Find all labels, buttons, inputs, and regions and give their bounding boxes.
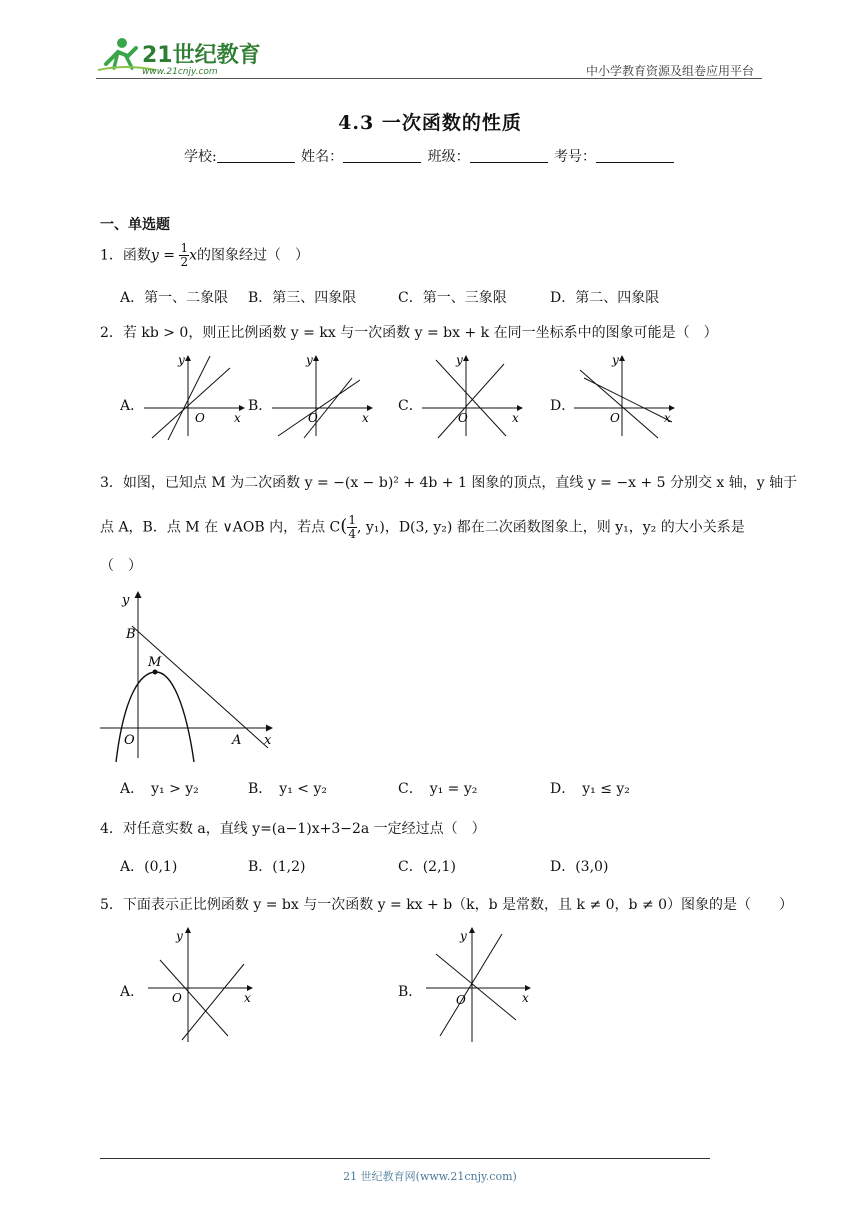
q2a-x-label: x xyxy=(234,411,241,425)
site-logo xyxy=(96,34,266,78)
logo-url: www.21cnjy.com xyxy=(142,67,218,77)
q1-eq: = xyxy=(158,247,180,264)
question-5: 5．下面表示正比例函数 y = bx 与一次函数 y = kx + b（k，b 是常数，且 k ≠ 0，b ≠ 0）图象的是（ ） xyxy=(100,897,794,913)
q3-option-d[interactable]: D． y₁ ≤ y₂ xyxy=(550,781,630,797)
exam-no-label: 考号： xyxy=(554,149,597,165)
question-2: 2．若 kb > 0，则正比例函数 y = kx 与一次函数 y = bx + k 在同一坐标系中的图象可能是（ ） xyxy=(100,325,718,341)
header-divider xyxy=(96,78,762,79)
q4-option-c[interactable]: C．(2,1) xyxy=(398,859,456,875)
logo-text: 21世纪教育 xyxy=(142,43,261,68)
q3-figure xyxy=(98,586,278,762)
q2d-o-label: O xyxy=(610,411,620,425)
class-blank xyxy=(470,148,548,163)
q2c-o-label: O xyxy=(458,411,468,425)
q3-option-b[interactable]: B． y₁ < y₂ xyxy=(248,781,327,797)
q2-graph-c xyxy=(418,350,528,440)
q2-option-c[interactable]: C． xyxy=(398,398,423,414)
q1-option-a[interactable]: A．第一、二象限 xyxy=(120,290,229,306)
q2b-y-label: y xyxy=(306,353,313,367)
q1-option-d[interactable]: D．第二、四象限 xyxy=(550,290,660,306)
q5-graph-b xyxy=(424,924,536,1044)
q5-graph-a xyxy=(146,924,258,1044)
q3-c-denominator: 4 xyxy=(348,527,356,541)
q1-var: x xyxy=(189,247,198,264)
q3-o-label: O xyxy=(124,733,135,748)
q5b-y-label: y xyxy=(460,929,467,943)
q3-option-a[interactable]: A． y₁ > y₂ xyxy=(120,781,199,797)
q2-option-a[interactable]: A． xyxy=(120,398,145,414)
footer-text[interactable]: 21 世纪教育网(www.21cnjy.com) xyxy=(343,1170,517,1183)
q2a-o-label: O xyxy=(195,411,205,425)
q5-option-a[interactable]: A． xyxy=(120,984,145,1000)
q3-x-label: x xyxy=(264,733,272,748)
q1-numerator: 1 xyxy=(180,241,189,255)
q5a-o-label: O xyxy=(172,991,182,1005)
q2-option-d[interactable]: D． xyxy=(550,398,576,414)
question-3-line-1: 3．如图，已知点 M 为二次函数 y = −(x − b)² + 4b + 1 图象的顶点，直线 y = −x + 5 分别交 x 轴，y 轴于 xyxy=(100,475,798,491)
page-title: 4.3 一次函数的性质 xyxy=(338,112,522,134)
q2-option-b[interactable]: B． xyxy=(248,398,273,414)
question-3-line-2: 点 A，B．点 M 在 ∨AOB 内，若点 C( $\frac{1}{4}$ , y₁)，D(3, y₂) 都在二次函数图象上，则 y₁，y₂ 的大小关系是 xyxy=(100,513,745,541)
footer-divider xyxy=(100,1158,710,1159)
q5a-x-label: x xyxy=(244,991,251,1005)
q1-option-c[interactable]: C．第一、三象限 xyxy=(398,290,507,306)
q4-option-b[interactable]: B．(1,2) xyxy=(248,859,306,875)
q1-denominator: 2 xyxy=(180,255,189,269)
section-heading: 一、单选题 xyxy=(100,217,170,233)
q1-prefix: 1．函数 xyxy=(100,247,151,264)
exam-no-blank xyxy=(596,148,674,163)
q5-option-b[interactable]: B． xyxy=(398,984,423,1000)
header-platform-text: 中小学教育资源及组卷应用平台 xyxy=(585,64,754,78)
question-3-line-3: （ ） xyxy=(100,558,142,574)
q5b-o-label: O xyxy=(456,993,466,1007)
q2c-y-label: y xyxy=(456,353,463,367)
q2a-y-label: y xyxy=(178,353,185,367)
q2d-y-label: y xyxy=(612,353,619,367)
q3-a-label: A xyxy=(232,733,242,748)
q3-m-label: M xyxy=(148,655,162,670)
q5b-x-label: x xyxy=(522,991,529,1005)
q2-graph-b xyxy=(268,350,378,440)
school-blank xyxy=(217,148,295,163)
q2b-o-label: O xyxy=(308,411,318,425)
q2b-x-label: x xyxy=(362,411,369,425)
q3-option-c[interactable]: C． y₁ = y₂ xyxy=(398,781,478,797)
q3-line2-a: 点 A，B．点 M 在 ∨AOB 内，若点 C xyxy=(100,519,341,536)
q3-c-fraction xyxy=(347,514,357,541)
q3-b-label: B xyxy=(126,627,136,642)
class-label: 班级： xyxy=(427,149,470,165)
q2-graph-a xyxy=(140,350,250,440)
q3-line2-b: , y₁)，D(3, y₂) 都在二次函数图象上，则 y₁，y₂ 的大小关系是 xyxy=(356,519,745,536)
name-label: 姓名： xyxy=(301,149,344,165)
q1-lhs: y xyxy=(150,247,159,264)
q4-option-d[interactable]: D．(3,0) xyxy=(550,859,609,875)
q3-y-label: y xyxy=(122,593,130,608)
question-4: 4．对任意实数 a，直线 y=(a−1)x+3−2a 一定经过点（ ） xyxy=(100,821,486,837)
q4-option-a[interactable]: A．(0,1) xyxy=(120,859,178,875)
school-label: 学校: xyxy=(183,149,217,165)
q5a-y-label: y xyxy=(176,929,183,943)
q1-fraction xyxy=(179,242,189,269)
student-info-line xyxy=(0,146,860,166)
q3-c-numerator: 1 xyxy=(348,513,356,527)
name-blank xyxy=(343,148,421,163)
q2c-x-label: x xyxy=(512,411,519,425)
q1-option-b[interactable]: B．第三、四象限 xyxy=(248,290,357,306)
q1-suffix: 的图象经过（ ） xyxy=(197,247,310,264)
question-1 xyxy=(100,242,309,269)
q2d-x-label: x xyxy=(664,411,671,425)
q2-graph-d xyxy=(570,350,680,440)
